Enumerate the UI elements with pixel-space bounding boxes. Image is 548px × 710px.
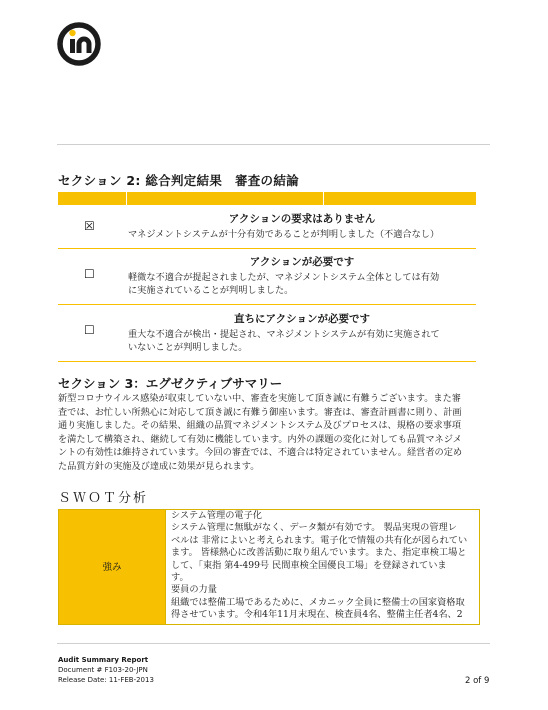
conclusion-row-immediate-action [58,304,476,362]
row-heading: アクションの要求はありません [228,213,376,225]
footer-divider [57,643,490,644]
page-number: 2 of 9 [465,676,490,686]
row-description: 重大な不適合が検出・提起され、マネジメントシステムが有効に実施されて いないことが判明しました。 [128,329,440,353]
swot-title: ＳＷＯＴ分析 [58,491,149,506]
table-header-band [58,192,476,205]
empty-box-icon[interactable]: ☐ [84,267,95,281]
strength-content: システム管理の電子化 システム管理に無駄がなく、データ類が有効です。 製品実現の管理レ ベルは 非常によいと考えられます。電子化で情報の共有化が図られてい ます。 皆様熱心に改善活動に取り組んでいます。また、指定車検工場と して、「東指 第4-499号 民間車検全国優良工場」を登録されていま す。 要員の力量 組織では整備工場であるために、メカニック全員に整備士の国家資格取 得させています。令和4年11月末現在、検査員4名、整備主任者4名、2 [171,510,468,621]
footer-release-date: Release Date: 11-FEB-2013 [58,676,154,684]
row-description: マネジメントシステムが十分有効であることが判明しました（不適合なし） [128,229,440,240]
footer-report-name: Audit Summary Report [58,656,149,664]
section3-title: セクション 3：エグゼクティブサマリー [58,376,283,391]
executive-summary: 新型コロナウイルス感染が収束していない中、審査を実施して頂き誠に有難うございます。また審 査では、お忙しい所熱心に対応して頂き誠に有難う御座います。審査は、審査計画書に則り、計画 通り実施しました。その結果、組織の品質マネジメントシステム及びプロセスは、規格の要求事項 を満たして構築され、継続して有効に機能しています。内外の課題の変化に対しても品質マネジメ ントの有効性は維持されています。今回の審査では、不適合は特定されていません。経営者の定め た品質方針の実施及び達成に効果が見られます。 [58,393,463,472]
conclusion-row-action-required [58,248,476,305]
swot-table [58,509,480,625]
header-divider [57,144,490,145]
company-logo-icon [55,20,103,68]
empty-box-icon[interactable]: ☐ [84,323,95,337]
conclusion-row-no-action [58,205,476,249]
strength-label: 強み [102,562,122,573]
checked-box-icon[interactable]: ☒ [84,219,95,233]
row-heading: 直ちにアクションが必要です [234,313,370,325]
row-description: 軽微な不適合が提起されましたが、マネジメントシステム全体としては有効 に実施されていることが判明しました。 [128,272,440,296]
strength-label-cell [59,510,166,624]
row-heading: アクションが必要です [249,256,355,268]
footer-document-number: Document # F103-20-JPN [58,666,148,674]
section2-title: セクション 2: 総合判定結果 審査の結論 [58,173,299,188]
